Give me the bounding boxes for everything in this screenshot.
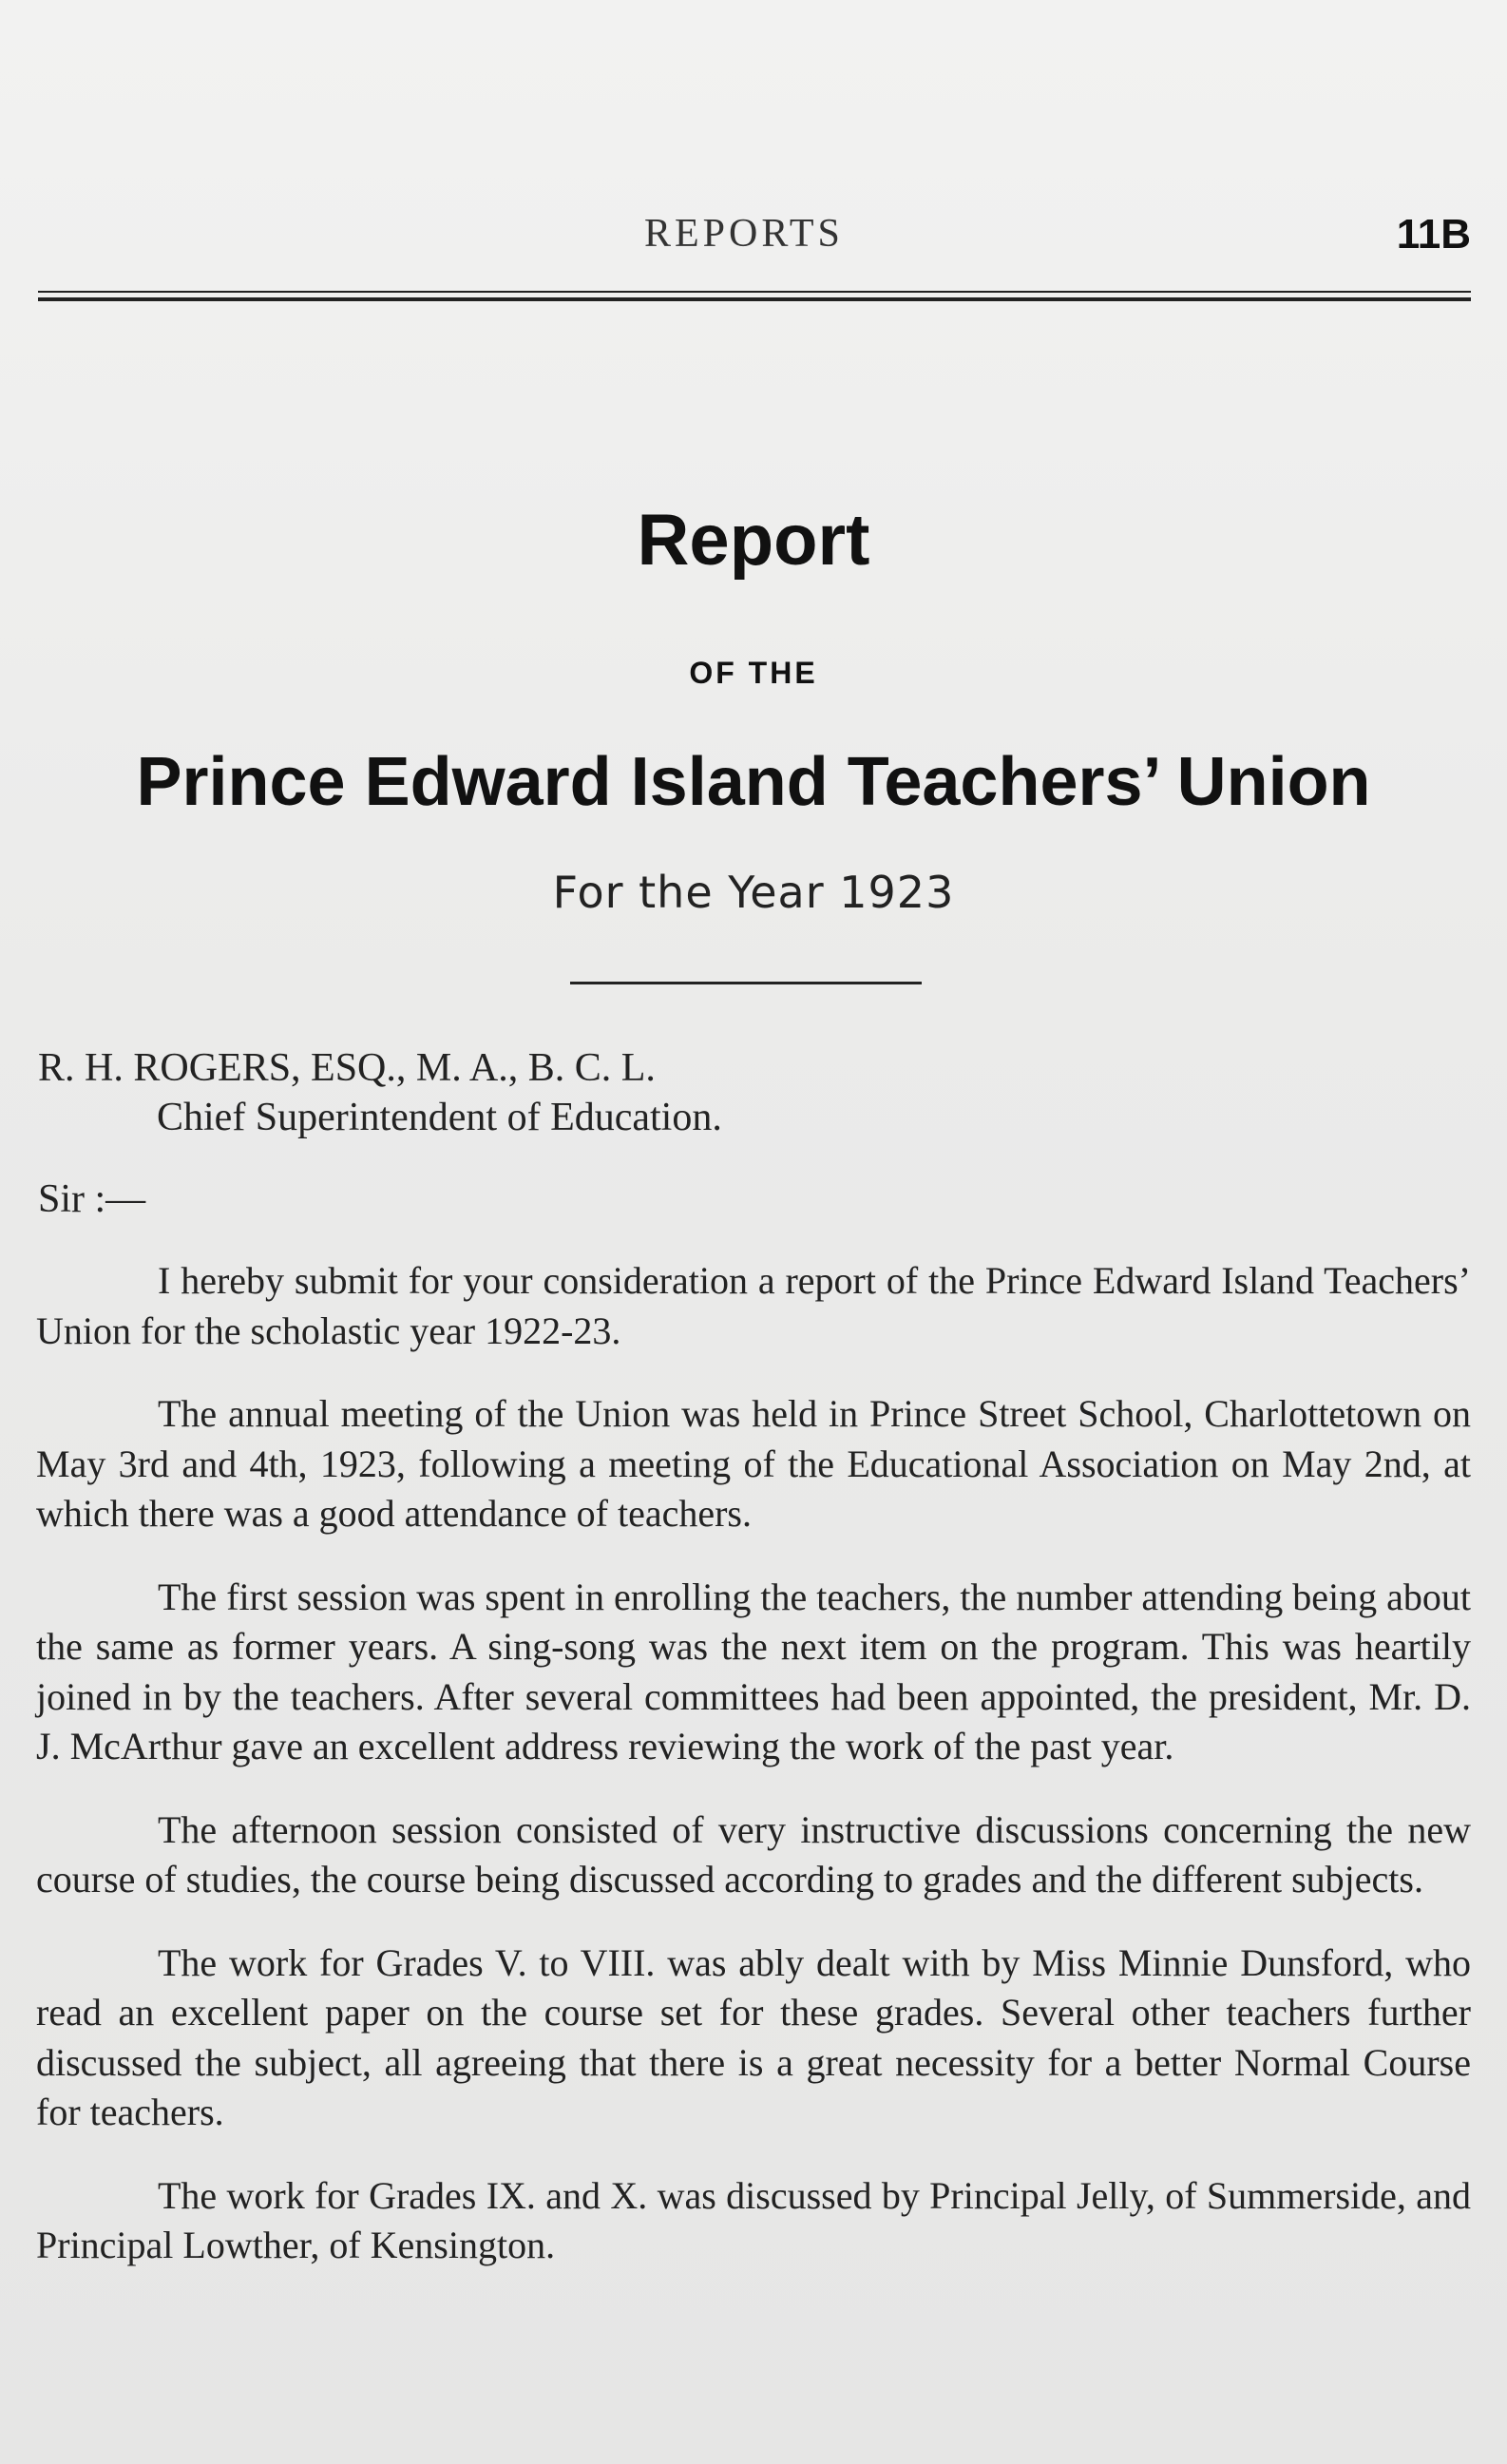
salutation: Sir :— [38, 1177, 146, 1221]
report-title: Report [637, 500, 870, 581]
header-rule-bottom [38, 297, 1471, 301]
paragraph: The work for Grades V. to VIII. was ably dealt with by Miss Minnie Dunsford, who read an excellent paper on the course set for these grades. Several other teachers further discussed the subject, all agreeing that there is a great necessity for a better Normal Course for teachers. [36, 1940, 1471, 2133]
paragraph: The first session was spent in enrolling the teachers, the number attending being about the same as former years. A sing-song was the next item on the program. This was heartily joined in by the teachers. After several committees had been appointed, the president, Mr. D. J. McArthur gave an excellent address reviewing the work of the past year. [36, 1575, 1471, 1767]
addressee-block [38, 1043, 722, 1142]
paragraph: I hereby submit for your consideration a report of the Prince Edward Island Teachers’ Union for the scholastic year 1922-23. [36, 1259, 1471, 1352]
header-rule-top [38, 291, 1471, 293]
organization-title: Prince Edward Island Teachers’ Union [136, 744, 1371, 820]
title-divider [570, 982, 922, 984]
addressee-name: R. H. ROGERS, ESQ., M. A., B. C. L. [38, 1046, 656, 1090]
year-subtitle: For the Year 1923 [552, 867, 955, 918]
paragraph: The annual meeting of the Union was held in Prince Street School, Charlottetown on May 3rd and 4th, 1923, following a meeting of the Educational Association on May 2nd, at which there was a good attendance of teachers. [36, 1392, 1471, 1535]
report-body [36, 1256, 1471, 2304]
addressee-position: Chief Superintendent of Education. [157, 1096, 722, 1139]
page-number: 11B [1396, 211, 1471, 258]
of-the-label: OF THE [689, 656, 818, 690]
paragraph: The afternoon session consisted of very instructive discussions concerning the new course of studies, the course being discussed according to grades and the different subjects. [36, 1807, 1471, 1901]
running-head: REPORTS [644, 212, 844, 256]
paragraph: The work for Grades IX. and X. was discussed by Principal Jelly, of Summerside, and Principal Lowther, of Kensington. [36, 2173, 1471, 2266]
